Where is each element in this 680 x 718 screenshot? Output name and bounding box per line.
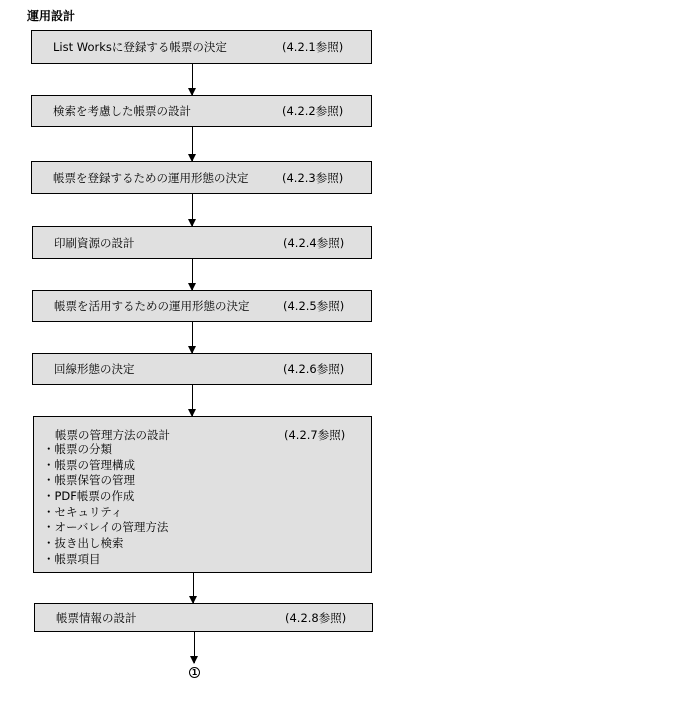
step-label: 印刷資源の設計 <box>54 235 135 250</box>
arrow-1 <box>192 64 193 95</box>
step-label: List Worksに登録する帳票の決定 <box>53 40 227 54</box>
step-box-7 <box>33 416 372 573</box>
bullet-item: ・ 抜き出し検索 <box>43 536 168 552</box>
arrow-8 <box>194 632 195 663</box>
step-label: 回線形態の決定 <box>54 362 135 376</box>
bullet-item: ・ 帳票の分類 <box>43 442 168 458</box>
arrow-3 <box>192 194 193 226</box>
step-box-5 <box>32 290 372 322</box>
step-box-1 <box>31 30 372 64</box>
step-label: 帳票の管理方法の設計 <box>55 428 170 442</box>
arrow-6 <box>192 385 193 416</box>
arrow-7 <box>193 573 194 603</box>
bullet-item: ・ オーバレイの管理方法 <box>43 520 168 536</box>
step-ref: (4.2.3参照) <box>282 170 344 185</box>
connector-marker: 1 <box>189 667 200 678</box>
arrow-2 <box>192 127 193 161</box>
step-label: 帳票情報の設計 <box>56 610 137 625</box>
step-box-2 <box>31 95 372 127</box>
step-ref: (4.2.5参照) <box>283 299 345 313</box>
bullet-item: ・ 帳票の管理構成 <box>43 458 168 474</box>
step-ref: (4.2.8参照) <box>285 610 347 625</box>
arrow-4 <box>192 259 193 290</box>
step-label: 帳票を活用するための運用形態の決定 <box>54 299 250 313</box>
step-box-8 <box>34 603 373 632</box>
step-label: 帳票を登録するための運用形態の決定 <box>53 170 249 185</box>
step-box-6 <box>32 353 372 385</box>
step-box-4 <box>32 226 372 259</box>
bullet-item: ・ セキュリティ <box>43 505 168 521</box>
step-box-3 <box>31 161 372 194</box>
step-ref: (4.2.6参照) <box>283 362 345 376</box>
step-ref: (4.2.1参照) <box>282 40 344 54</box>
step-ref: (4.2.4参照) <box>283 235 345 250</box>
arrow-5 <box>192 322 193 353</box>
bullet-item: ・ 帳票保管の管理 <box>43 473 168 489</box>
bullet-list <box>43 442 168 568</box>
step-label: 検索を考慮した帳票の設計 <box>53 104 191 118</box>
page-title: 運用設計 <box>27 9 76 23</box>
step-ref: (4.2.7参照) <box>284 428 346 442</box>
step-ref: (4.2.2参照) <box>282 104 344 118</box>
bullet-item: ・ 帳票項目 <box>43 552 168 568</box>
bullet-item: ・ PDF帳票の作成 <box>43 489 168 505</box>
